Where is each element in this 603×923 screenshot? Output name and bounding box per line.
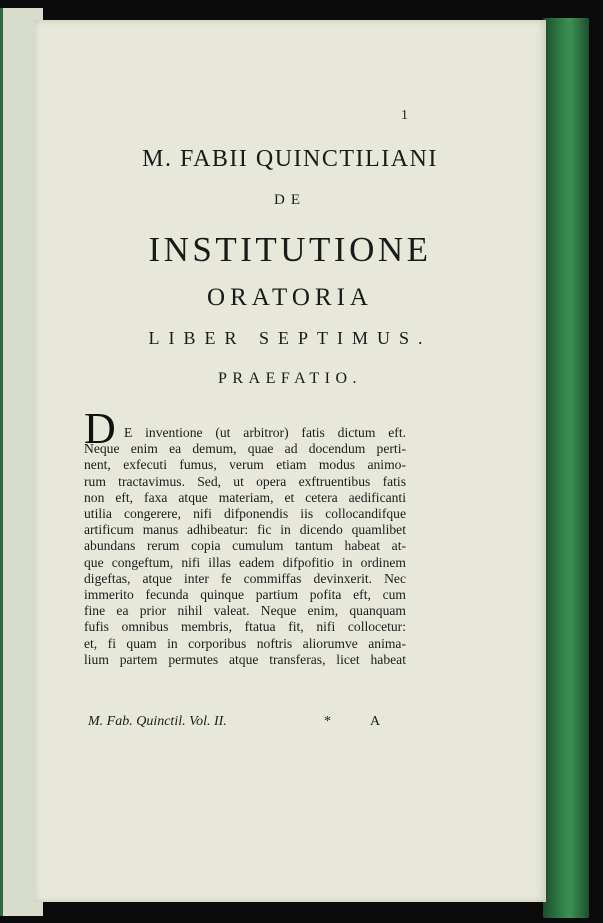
title-oratoria: ORATORIA [207, 284, 373, 311]
title-de: DE [274, 192, 306, 208]
body-line: abundans rerum copia cumulum tantum habeat at- [84, 538, 406, 554]
drop-cap: D [84, 404, 116, 453]
body-line: et, fi quam in corporibus noftris aliorumve anima- [84, 635, 406, 651]
body-line: artificum manus adhibeatur: fic in dicendo quamlibet [84, 522, 406, 538]
body-line: immerito fecunda quinque partium pofita eft, cum [84, 587, 406, 603]
book-page [34, 20, 546, 902]
body-line: fufis omnibus membris, ftatua fit, nifi collocetur: [84, 619, 406, 635]
body-text [84, 405, 406, 668]
footer-signature: M. Fab. Quinctil. Vol. II. [88, 714, 227, 729]
book-number: LIBER SEPTIMUS. [148, 328, 432, 348]
body-line: digeftas, atque inter fe commiffas devinxerit. Nec [84, 570, 406, 586]
author-title: M. FABII QUINCTILIANI [142, 146, 438, 172]
page-number: 1 [401, 108, 408, 123]
body-line: E inventione (ut arbitror) fatis dictum eft. [124, 425, 406, 440]
body-line: non eft, faxa atque materiam, et cetera aedificanti [84, 489, 406, 505]
title-institutione: INSTITUTIONE [148, 230, 432, 269]
body-line: que congeftum, nifi illas eadem difpofitio in ordinem [84, 554, 406, 570]
body-line: lium partem permutes atque transferas, licet habeat [84, 651, 406, 667]
body-line: utilia congerere, nifi difponendis iis collocandifque [84, 506, 406, 522]
section-heading: PRAEFATIO. [217, 370, 363, 387]
green-book-cover [543, 18, 589, 918]
body-line: nent, exfecuti fumus, verum etiam modus animo- [84, 457, 406, 473]
body-line: rum tractavimus. Sed, ut opera exftruentibus fatis [84, 473, 406, 489]
body-line: Neque enim ea demum, quae ad docendum perti- [84, 441, 406, 457]
footer-star: * [324, 714, 331, 729]
body-line: fine ea prior nihil valeat. Neque enim, quanquam [84, 603, 406, 619]
footer-gathering-mark: A [370, 714, 381, 729]
